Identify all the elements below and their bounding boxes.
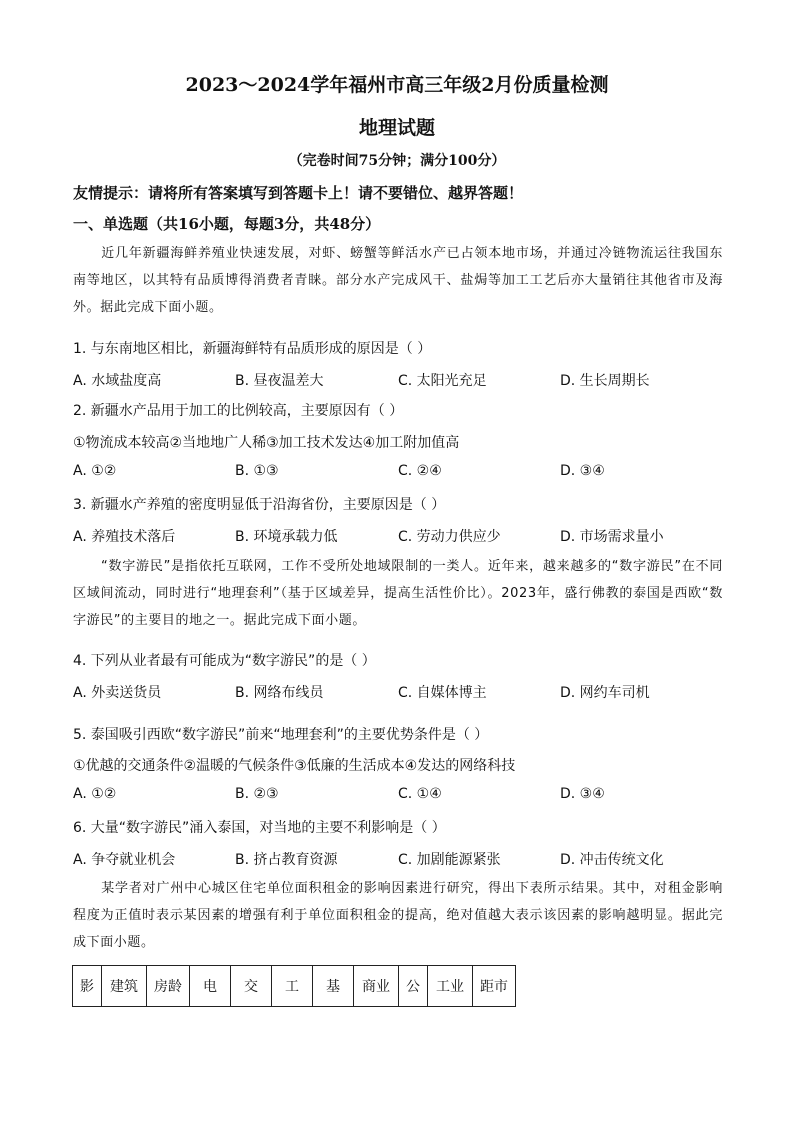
- question-5-option-c: C. ①④: [398, 786, 442, 802]
- question-5-option-d: D. ③④: [560, 786, 605, 802]
- question-3-option-b: B. 环境承载力低: [235, 529, 338, 545]
- table-header-cell: 距市: [473, 966, 516, 1007]
- table-header-cell: 工业: [428, 966, 473, 1007]
- question-5-statements: ①优越的交通条件②温暖的气候条件③低廉的生活成本④发达的网络科技: [73, 758, 516, 774]
- question-2-statements: ①物流成本较高②当地地广人稀③加工技术发达④加工附加值高: [73, 435, 460, 451]
- question-4-option-d: D. 网约车司机: [560, 685, 650, 701]
- table-header-cell: 交: [231, 966, 272, 1007]
- question-6-option-b: B. 挤占教育资源: [235, 852, 338, 868]
- question-1-option-c: C. 太阳光充足: [398, 373, 487, 389]
- passage-2: [73, 553, 723, 634]
- section-title: 一、单选题（共16小题，每题3分，共48分）: [73, 215, 381, 233]
- table-header-cell: 基: [313, 966, 354, 1007]
- question-6-option-c: C. 加剧能源紧张: [398, 852, 501, 868]
- question-2-option-c: C. ②④: [398, 463, 442, 479]
- question-6-stem: 6. 大量“数字游民”涌入泰国，对当地的主要不利影响是（ ）: [73, 820, 446, 836]
- friendly-tip: 友情提示：请将所有答案填写到答题卡上！请不要错位、越界答题！: [73, 184, 524, 202]
- table-header-cell: 建筑: [102, 966, 147, 1007]
- question-1-option-a: A. 水域盐度高: [73, 373, 162, 389]
- passage-1: [73, 240, 723, 321]
- table-header-cell: 公: [399, 966, 428, 1007]
- question-4-option-b: B. 网络布线员: [235, 685, 324, 701]
- question-2-option-b: B. ①③: [235, 463, 279, 479]
- question-6-option-d: D. 冲击传统文化: [560, 852, 664, 868]
- subject-title: 地理试题: [358, 117, 435, 139]
- question-3-option-d: D. 市场需求量小: [560, 529, 664, 545]
- question-6-option-a: A. 争夺就业机会: [73, 852, 176, 868]
- question-4-option-a: A. 外卖送货员: [73, 685, 162, 701]
- exam-title: 2023～2024学年福州市高三年级2月份质量检测: [185, 74, 609, 96]
- question-1-option-d: D. 生长周期长: [560, 373, 650, 389]
- question-1-option-b: B. 昼夜温差大: [235, 373, 324, 389]
- question-2-option-a: A. ①②: [73, 463, 117, 479]
- rent-factors-table: [72, 965, 516, 1007]
- table-header-cell: 商业: [354, 966, 399, 1007]
- question-3-option-a: A. 养殖技术落后: [73, 529, 176, 545]
- passage-3-text: 某学者对广州中心城区住宅单位面积租金的影响因素进行研究，得出下表所示结果。其中，对租金影响程度为正值时表示某因素的增强有利于单位面积租金的提高，绝对值越大表示该因素的影响越明显。据此完成下面小题。: [73, 881, 723, 950]
- table-header-cell: 工: [272, 966, 313, 1007]
- question-4-stem: 4. 下列从业者最有可能成为“数字游民”的是（ ）: [73, 653, 376, 669]
- passage-3: [73, 875, 723, 956]
- table-header-row: [73, 966, 516, 1007]
- question-5-option-b: B. ②③: [235, 786, 279, 802]
- table-header-cell: 房龄: [147, 966, 190, 1007]
- table-header-cell: 电: [190, 966, 231, 1007]
- question-1-stem: 1. 与东南地区相比，新疆海鲜特有品质形成的原因是（ ）: [73, 341, 432, 357]
- passage-2-text: “数字游民”是指依托互联网，工作不受所处地域限制的一类人。近年来，越来越多的“数字游民”在不同区域间流动，同时进行“地理套利”（基于区域差异，提高生活性价比）。2023年，盛行佛教的泰国是西欧“数字游民”的主要目的地之一。据此完成下面小题。: [73, 559, 723, 628]
- exam-time-info: （完卷时间75分钟；满分100分）: [288, 153, 506, 169]
- question-3-stem: 3. 新疆水产养殖的密度明显低于沿海省份，主要原因是（ ）: [73, 497, 446, 513]
- question-4-option-c: C. 自媒体博主: [398, 685, 487, 701]
- question-2-stem: 2. 新疆水产品用于加工的比例较高，主要原因有（ ）: [73, 403, 404, 419]
- question-5-stem: 5. 泰国吸引西欧“数字游民”前来“地理套利”的主要优势条件是（ ）: [73, 727, 489, 743]
- question-2-option-d: D. ③④: [560, 463, 605, 479]
- question-3-option-c: C. 劳动力供应少: [398, 529, 501, 545]
- passage-1-text: 近几年新疆海鲜养殖业快速发展，对虾、螃蟹等鲜活水产已占领本地市场，并通过冷链物流运往我国东南等地区，以其特有品质博得消费者青睐。部分水产完成风干、盐焗等加工工艺后亦大量销往其他省市及海外。据此完成下面小题。: [73, 246, 723, 315]
- question-5-option-a: A. ①②: [73, 786, 117, 802]
- table-header-cell: 影: [73, 966, 102, 1007]
